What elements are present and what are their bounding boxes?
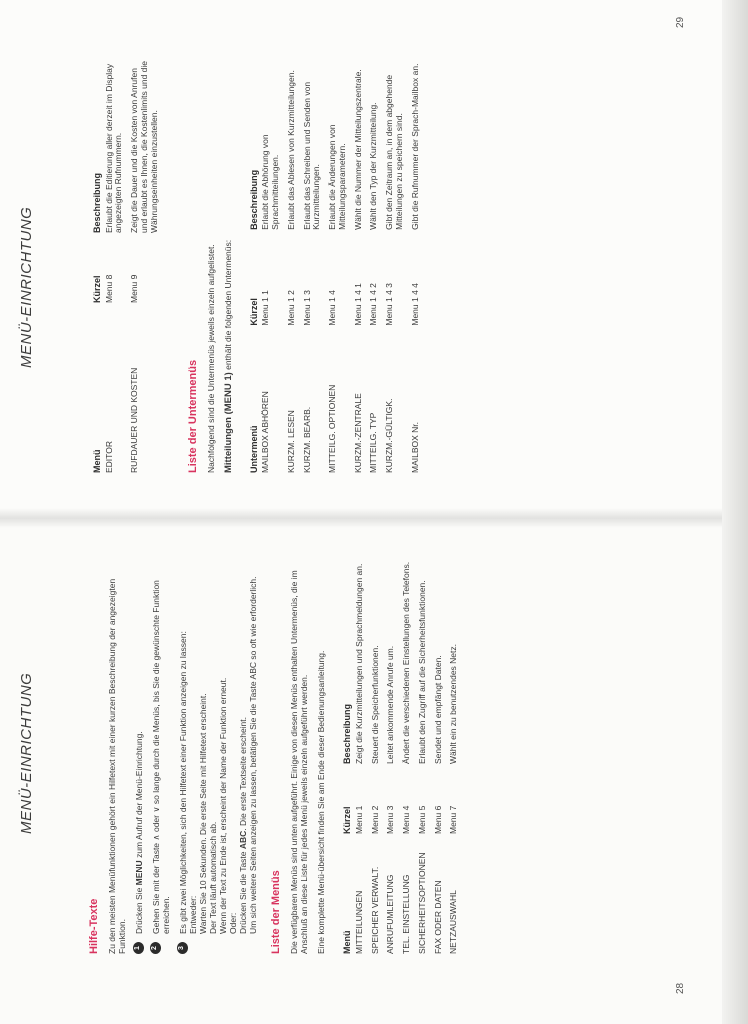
menu-shortcut: Menu 7 <box>448 805 459 834</box>
page-header: MENÜ-EINRICHTUNG <box>18 206 35 368</box>
menu-name: NETZAUSWAHL <box>448 890 459 954</box>
menu-name: TEL. EINSTELLUNG <box>401 874 412 954</box>
menus-intro: Die verfügbaren Menüs sind unten aufgeführt. Einige von diesen Menüs enthalten Untermenüs, die im Anschluß an diese Liste für jedes Menü jeweils einzeln aufgeführt werden. <box>289 570 310 954</box>
submenu-shortcut: Menu 1 4 2 <box>368 283 379 326</box>
step-text <box>134 554 144 934</box>
step-3 <box>178 554 258 954</box>
menu-name: EDITOR <box>103 441 114 473</box>
submenu-name: KURZM. LESEN <box>285 410 296 473</box>
step-text-key: MENU <box>134 860 144 886</box>
menu-table <box>342 554 465 954</box>
left-content <box>88 554 465 954</box>
table-row <box>369 53 385 473</box>
table-row <box>105 53 131 473</box>
menu-table-continued <box>92 53 165 473</box>
submenu-name: MAILBOX Nr. <box>409 421 420 473</box>
step-text-key: ABC <box>238 830 249 850</box>
column-header-menu: Menü <box>92 449 102 473</box>
step-text-pre: Es gibt zwei Möglichkeiten, sich den Hilfetext einer Funktion anzeigen zu lassen: Entweder: Warten Sie 10 Sekunden. Die erste Seite mit Hilfetext erscheint. Der Text läuft automatisch ab. Wenn der Text zu Ende ist, erscheint der Name der Funktion erneut. Oder: Drücken Sie die Taste <box>178 631 249 934</box>
menu-shortcut: Menu 8 <box>103 274 114 303</box>
page-number: 29 <box>675 16 686 28</box>
submenu-shortcut: Menu 1 4 <box>327 290 338 326</box>
step-2 <box>151 554 171 954</box>
menu-name: ANRUFUMLEITUNG <box>385 874 396 954</box>
section-heading-hilfe: Hilfe-Texte <box>88 898 100 954</box>
page-28 <box>0 518 748 1024</box>
submenu-description: Gibt die Rufnummer der Sprach-Mailbox an. <box>409 63 420 230</box>
table-row <box>402 554 418 954</box>
step-text-pre: Gehen Sie mit der Taste ∧ oder ∨ so lange durch die Menüs, bis Sie die gewünschte Funktion erreichen. <box>151 580 172 934</box>
step-number: 2 <box>150 942 161 954</box>
section-heading-untermenus: Liste der Untermenüs <box>187 359 200 473</box>
table-row <box>354 53 370 473</box>
table-row <box>386 554 402 954</box>
submenu-description: Wählt die Nummer der Mitteilungszentrale. <box>352 69 363 230</box>
submenu-name: KURZM.-ZENTRALE <box>352 393 363 473</box>
table-row <box>371 554 387 954</box>
column-header-kuerzel: Kürzel <box>248 298 259 326</box>
menu-description: Ändert die verschiedenen Einstellungen des Telefons. <box>401 561 412 764</box>
menu-shortcut: Menu 9 <box>129 274 140 303</box>
table-header-row <box>342 554 355 954</box>
table-row <box>261 53 287 473</box>
menu-name: RUFDAUER UND KOSTEN <box>129 367 140 473</box>
menus-note: Eine komplette Menü-übersicht finden Sie am Ende dieser Bedienungsanleitung. <box>316 650 327 954</box>
menu-name: MITTEILUNGEN <box>353 890 364 954</box>
hilfe-intro: Zu den meisten Menüfunktionen gehört ein Hilfetext mit einer kurzen Beschreibung der angezeigten Funktion. <box>106 578 127 954</box>
table-row <box>449 554 465 954</box>
submenu-description: Gibt den Zeitraum an, in dem abgehende Mitteilungen zu speichern sind. <box>384 74 404 230</box>
menu-name: FAX ODER DATEN <box>432 880 443 954</box>
menu-description: Erlaubt die Editierung aller derzeit im Display angezeigten Rufnummern. <box>103 63 124 233</box>
submenu-shortcut: Menu 1 4 3 <box>384 283 395 326</box>
menu-shortcut: Menu 1 <box>353 805 364 834</box>
table-row <box>411 53 427 473</box>
submenu-name: MITTEILG. TYP <box>368 412 379 473</box>
book-gutter-shadow <box>0 508 748 528</box>
menu-1-reference: Mitteilungen (MENU 1) <box>223 372 235 473</box>
table-row <box>303 53 329 473</box>
table-row <box>434 554 450 954</box>
menu-shortcut: Menu 3 <box>385 805 396 834</box>
step-text <box>151 554 171 934</box>
column-header-kuerzel: Kürzel <box>92 275 102 303</box>
menu-shortcut: Menu 6 <box>432 805 443 834</box>
step-text-pre: Drücken Sie <box>134 885 144 934</box>
untermenus-sub-intro <box>223 53 234 473</box>
submenu-shortcut: Menu 1 4 1 <box>352 283 363 326</box>
sub-intro-rest: enthält die folgenden Untermenüs: <box>223 239 234 373</box>
menu-shortcut: Menu 4 <box>401 805 412 834</box>
menu-shortcut: Menu 2 <box>369 805 380 834</box>
submenu-shortcut: Menu 1 2 <box>285 290 296 326</box>
submenu-table <box>249 53 427 473</box>
table-row <box>355 554 371 954</box>
column-header-menu: Menü <box>342 930 353 954</box>
menu-description: Zeigt die Dauer und die Kosten von Anrufen und erlaubt es Ihnen, die Kostenlimits und die Währungseinheiten einzustellen. <box>129 60 159 233</box>
table-row <box>130 53 165 473</box>
column-header-kuerzel: Kürzel <box>342 806 353 834</box>
menu-description: Erlaubt den Zugriff auf die Sicherheitsfunktionen. <box>416 580 427 764</box>
menu-description: Leitet ankommende Anrufe um. <box>385 645 396 764</box>
table-row <box>287 53 303 473</box>
step-number: 3 <box>177 942 188 954</box>
table-row <box>328 53 354 473</box>
menu-description: Sendet und empfängt Daten. <box>432 655 443 764</box>
menu-description: Zeigt die Kurzmitteilungen und Sprachmeldungen an. <box>353 563 364 764</box>
menu-name: SPEICHER VERWALT. <box>369 866 380 954</box>
menu-description: Steuert die Speicherfunktionen. <box>369 645 380 764</box>
menu-description: Wählt ein zu benutzendes Netz. <box>448 643 459 764</box>
submenu-shortcut: Menu 1 4 4 <box>409 283 420 326</box>
submenu-name: KURZM. BEARB. <box>301 406 312 473</box>
table-row <box>418 554 434 954</box>
submenu-shortcut: Menu 1 3 <box>301 290 312 326</box>
page-number: 28 <box>675 982 686 994</box>
step-1 <box>134 554 144 954</box>
menu-name: SICHERHEITSOPTIONEN <box>416 852 427 954</box>
submenu-description: Erlaubt das Schreiben und Senden von Kurzmitteilungen. <box>301 81 322 230</box>
submenu-description: Erlaubt die Abhörung von Sprachmitteilungen. <box>260 134 280 230</box>
right-content <box>92 53 426 473</box>
page-edge-shadow <box>722 0 748 1024</box>
page-header: MENÜ-EINRICHTUNG <box>18 672 35 834</box>
column-header-beschreibung: Beschreibung <box>248 169 259 230</box>
submenu-description: Erlaubt das Ablesen von Kurzmitteilungen. <box>285 70 296 230</box>
submenu-shortcut: Menu 1 1 <box>260 290 271 326</box>
submenu-description: Erlaubt die Änderungen von Mitteilungsparametern. <box>327 124 347 230</box>
untermenus-intro: Nachfolgend sind die Untermenüs jeweils einzeln aufgelistet. <box>206 244 217 473</box>
step-number: 1 <box>133 942 144 954</box>
column-header-untermenu: Untermenü <box>248 425 259 473</box>
table-row <box>385 53 411 473</box>
table-header-row <box>92 53 105 473</box>
submenu-name: MAILBOX ABHÖREN <box>260 391 271 473</box>
section-heading-menus: Liste der Menüs <box>270 870 283 954</box>
step-text-post: . Die erste Textseite erscheint. Um sich weitere Seiten anzeigen zu lassen, betätigen Sie die Taste ABC so oft wie erforderlich. <box>238 576 259 934</box>
column-header-beschreibung: Beschreibung <box>342 703 353 764</box>
column-header-beschreibung: Beschreibung <box>92 172 102 233</box>
submenu-description: Wählt den Typ der Kurzmitteilung. <box>368 102 379 230</box>
submenu-name: MITTEILG. OPTIONEN <box>327 384 338 473</box>
submenu-name: KURZM.-GÜLTIGK. <box>384 398 395 473</box>
step-text <box>178 554 258 934</box>
step-text-post: zum Aufruf der Menü-Einrichtung. <box>134 731 144 861</box>
menu-shortcut: Menu 5 <box>416 805 427 834</box>
